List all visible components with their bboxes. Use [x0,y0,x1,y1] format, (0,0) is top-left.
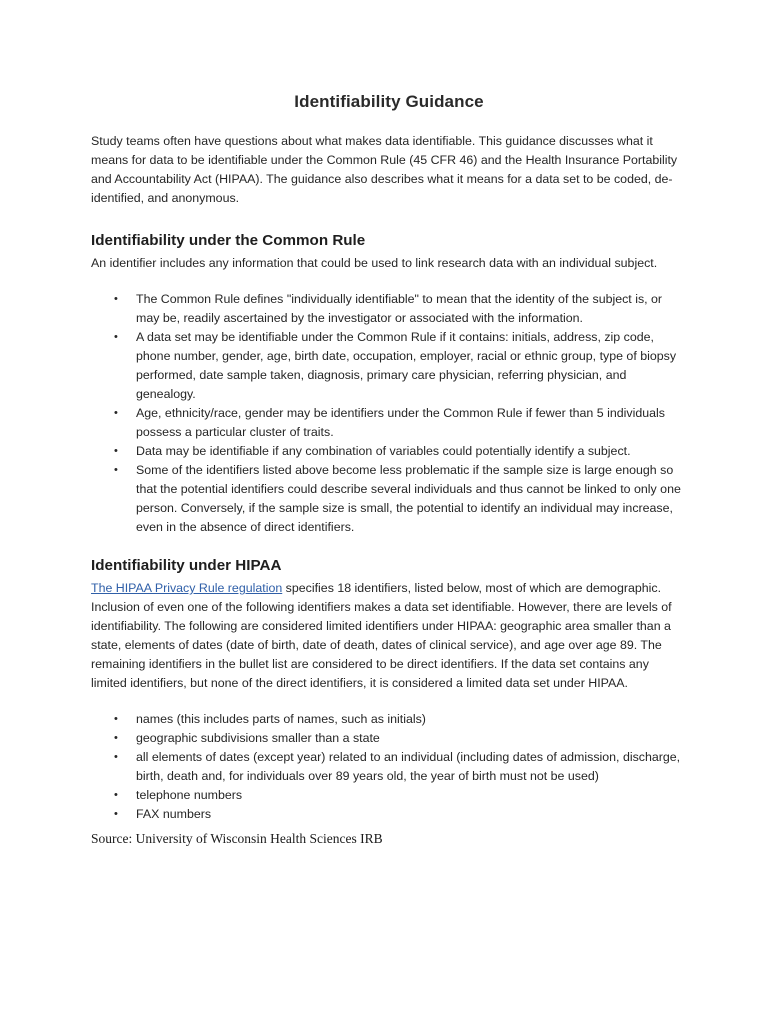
bullet-icon: • [114,808,118,820]
common-rule-intro: An identifier includes any information that could be used to link research data with an individual subject. [91,256,658,270]
list-item-text: Some of the identifiers listed above become less problematic if the sample size is large enough so that the potential identifiers could describe several individuals and thus cannot be linked to only one person. Conversely, if the sample size is small, the potential to identify an individual may increase, even in the absence of direct identifiers. [136,463,681,534]
list-item [91,404,687,442]
list-item [91,290,687,328]
list-item-text: names (this includes parts of names, such as initials) [136,712,426,726]
bullet-icon: • [114,464,118,476]
list-item-text: geographic subdivisions smaller than a state [136,731,380,745]
list-item [91,442,687,461]
list-item-text: FAX numbers [136,807,212,821]
list-item-text: A data set may be identifiable under the Common Rule if it contains: initials, address, zip code, phone number, gender, age, birth date, occupation, employer, racial or ethnic group, type of biopsy performed, date sample taken, diagnosis, primary care physician, referring physician, and genealogy. [136,330,677,401]
list-item-text: The Common Rule defines "individually identifiable" to mean that the identity of the subject is, or may be, readily ascertained by the investigator or associated with the information. [136,292,663,325]
list-item-text: Age, ethnicity/race, gender may be identifiers under the Common Rule if fewer than 5 individuals possess a particular cluster of traits. [136,406,665,439]
list-item [91,461,687,537]
intro-paragraph: Study teams often have questions about what makes data identifiable. This guidance discusses what it means for data to be identifiable under the Common Rule (45 CFR 46) and the Health Insurance Portability and Accountability Act (HIPAA). The guidance also describes what it means for a data set to be coded, de-identified, and anonymous. [91,134,678,205]
bullet-icon: • [114,713,118,725]
bullet-icon: • [114,331,118,343]
bullet-icon: • [114,732,118,744]
common-rule-bullet-list [91,290,687,537]
document-title: Identifiability Guidance [294,92,484,111]
list-item-text: all elements of dates (except year) related to an individual (including dates of admission, discharge, birth, death and, for individuals over 89 years old, the year of birth must not be used) [136,750,681,783]
hipaa-privacy-rule-link[interactable]: The HIPAA Privacy Rule regulation [91,581,283,595]
list-item [91,328,687,404]
hipaa-intro [91,579,687,693]
document-page [91,92,687,848]
common-rule-heading: Identifiability under the Common Rule [91,232,366,249]
hipaa-heading: Identifiability under HIPAA [91,557,282,574]
list-item [91,786,687,805]
source-citation: Source: University of Wisconsin Health Sciences IRB [91,831,383,846]
bullet-icon: • [114,445,118,457]
hipaa-intro-text: specifies 18 identifiers, listed below, most of which are demographic. Inclusion of even one of the following identifiers makes a data set identifiable. However, there are levels of identifiability. The following are considered limited identifiers under HIPAA: geographic area smaller than a state, elements of dates (date of birth, date of death, dates of clinical service), and age over age 89. The remaining identifiers in the bullet list are considered to be direct identifiers. If the data set contains any limited identifiers, but none of the direct identifiers, it is considered a limited data set under HIPAA. [91,581,672,690]
hipaa-bullet-list [91,710,687,824]
bullet-icon: • [114,293,118,305]
list-item [91,805,687,824]
list-item [91,710,687,729]
list-item [91,729,687,748]
bullet-icon: • [114,751,118,763]
list-item-text: telephone numbers [136,788,243,802]
bullet-icon: • [114,407,118,419]
list-item [91,748,687,786]
list-item-text: Data may be identifiable if any combination of variables could potentially identify a subject. [136,444,631,458]
bullet-icon: • [114,789,118,801]
